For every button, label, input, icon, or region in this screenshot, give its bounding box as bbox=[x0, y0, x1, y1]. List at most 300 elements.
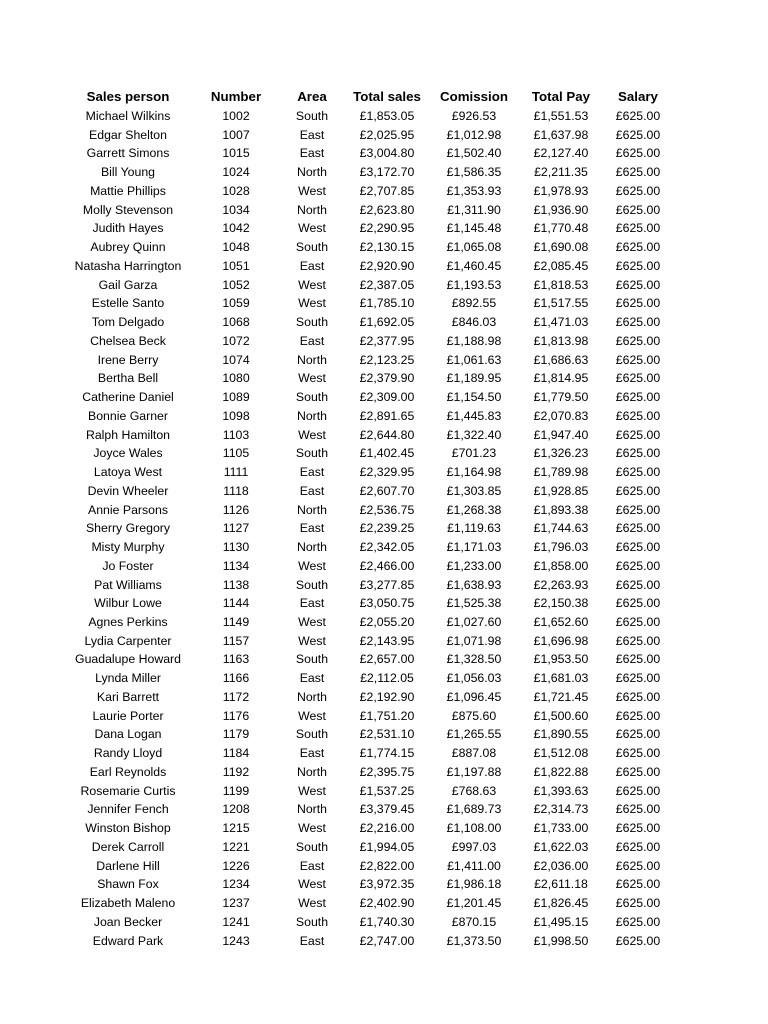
cell-sales-person: Irene Berry bbox=[97, 352, 159, 367]
cell-total-sales: £2,239.25 bbox=[359, 521, 415, 536]
cell-salary: £625.00 bbox=[615, 746, 661, 761]
cell-total-pay: £1,947.40 bbox=[533, 427, 589, 442]
cell-commission: £1,061.63 bbox=[446, 352, 502, 367]
cell-salary: £625.00 bbox=[615, 333, 661, 348]
cell-total-pay: £1,471.03 bbox=[533, 315, 589, 330]
cell-total-pay: £2,314.73 bbox=[533, 802, 589, 817]
table-row bbox=[0, 763, 768, 782]
cell-total-pay: £1,681.03 bbox=[533, 671, 589, 686]
cell-total-sales: £2,536.75 bbox=[359, 502, 415, 517]
cell-area: North bbox=[296, 408, 328, 423]
cell-number: 1034 bbox=[222, 202, 250, 217]
cell-number: 1052 bbox=[222, 277, 250, 292]
cell-salary: £625.00 bbox=[615, 408, 661, 423]
cell-area: South bbox=[295, 914, 329, 929]
cell-commission: £926.53 bbox=[451, 109, 497, 123]
cell-sales-person: Misty Murphy bbox=[91, 540, 165, 555]
cell-total-pay: £1,326.23 bbox=[533, 446, 589, 461]
cell-area: East bbox=[299, 596, 325, 611]
cell-salary: £625.00 bbox=[615, 146, 661, 161]
cell-area: South bbox=[295, 839, 329, 854]
cell-commission: £1,586.35 bbox=[446, 165, 502, 180]
cell-total-sales: £3,172.70 bbox=[359, 165, 415, 180]
table-row bbox=[0, 725, 768, 744]
cell-area: East bbox=[299, 333, 325, 348]
cell-area: North bbox=[296, 165, 328, 180]
cell-salary: £625.00 bbox=[615, 633, 661, 648]
cell-sales-person: Elizabeth Maleno bbox=[80, 896, 176, 911]
cell-total-sales: £2,707.85 bbox=[359, 183, 415, 198]
cell-salary: £625.00 bbox=[615, 483, 661, 498]
cell-total-sales: £1,740.30 bbox=[359, 914, 415, 929]
cell-total-sales: £2,402.90 bbox=[359, 896, 415, 911]
cell-sales-person: Sherry Gregory bbox=[85, 521, 171, 536]
cell-salary: £625.00 bbox=[615, 427, 661, 442]
cell-number: 1111 bbox=[223, 465, 249, 480]
table-header-row bbox=[0, 88, 768, 107]
cell-salary: £625.00 bbox=[615, 652, 661, 667]
cell-sales-person: Guadalupe Howard bbox=[75, 652, 181, 667]
cell-total-pay: £1,622.03 bbox=[533, 839, 589, 854]
cell-total-pay: £1,978.93 bbox=[533, 183, 589, 198]
cell-commission: £1,373.50 bbox=[446, 933, 502, 948]
cell-total-sales: £1,692.05 bbox=[359, 315, 415, 330]
table-row bbox=[0, 332, 768, 351]
cell-salary: £625.00 bbox=[615, 540, 661, 555]
cell-sales-person: Randy Lloyd bbox=[93, 746, 163, 761]
table-row bbox=[0, 538, 768, 557]
cell-area: South bbox=[295, 652, 329, 667]
cell-sales-person: Lynda Miller bbox=[95, 671, 161, 686]
cell-sales-person: Tom Delgado bbox=[91, 315, 165, 330]
header-total-pay: Total Pay bbox=[531, 89, 591, 104]
cell-total-pay: £1,779.50 bbox=[533, 390, 589, 405]
cell-total-pay: £1,813.98 bbox=[533, 333, 589, 348]
cell-sales-person: Joyce Wales bbox=[93, 446, 163, 461]
cell-commission: £1,525.38 bbox=[446, 596, 502, 611]
cell-area: South bbox=[295, 390, 329, 405]
cell-salary: £625.00 bbox=[615, 352, 661, 367]
cell-area: North bbox=[296, 802, 328, 817]
cell-total-pay: £2,070.83 bbox=[533, 408, 589, 423]
cell-sales-person: Agnes Perkins bbox=[88, 614, 168, 629]
cell-commission: £1,065.08 bbox=[446, 240, 502, 255]
cell-sales-person: Aubrey Quinn bbox=[90, 240, 166, 255]
cell-commission: £1,193.53 bbox=[446, 277, 502, 292]
cell-total-pay: £1,818.53 bbox=[533, 277, 589, 292]
cell-total-sales: £2,342.05 bbox=[359, 540, 415, 555]
cell-number: 1024 bbox=[222, 165, 250, 180]
table-row bbox=[0, 650, 768, 669]
cell-number: 1199 bbox=[222, 783, 250, 798]
table-row bbox=[0, 501, 768, 520]
cell-sales-person: Garrett Simons bbox=[86, 146, 170, 161]
cell-commission: £887.08 bbox=[451, 746, 497, 761]
cell-salary: £625.00 bbox=[615, 109, 661, 123]
cell-total-sales: £1,537.25 bbox=[359, 783, 415, 798]
table-row bbox=[0, 144, 768, 163]
cell-sales-person: Derek Carroll bbox=[91, 839, 165, 854]
cell-salary: £625.00 bbox=[615, 202, 661, 217]
cell-total-pay: £1,495.15 bbox=[533, 914, 589, 929]
cell-commission: £1,445.83 bbox=[446, 408, 502, 423]
cell-total-pay: £1,500.60 bbox=[533, 708, 589, 723]
cell-area: South bbox=[295, 446, 329, 461]
cell-sales-person: Devin Wheeler bbox=[87, 483, 169, 498]
cell-commission: £701.23 bbox=[451, 446, 497, 461]
cell-area: South bbox=[295, 727, 329, 742]
table-row bbox=[0, 932, 768, 951]
cell-total-pay: £1,721.45 bbox=[533, 689, 589, 704]
table-row bbox=[0, 219, 768, 238]
table-row bbox=[0, 238, 768, 257]
cell-area: West bbox=[298, 558, 326, 573]
cell-salary: £625.00 bbox=[615, 183, 661, 198]
header-area: Area bbox=[297, 89, 327, 104]
cell-commission: £875.60 bbox=[451, 708, 497, 723]
cell-total-pay: £1,796.03 bbox=[533, 540, 589, 555]
table-row bbox=[0, 426, 768, 445]
cell-number: 1179 bbox=[222, 727, 250, 742]
cell-total-sales: £3,379.45 bbox=[359, 802, 415, 817]
cell-sales-person: Michael Wilkins bbox=[85, 109, 171, 123]
cell-sales-person: Jennifer Fench bbox=[87, 802, 169, 817]
cell-number: 1163 bbox=[222, 652, 250, 667]
cell-sales-person: Catherine Daniel bbox=[82, 390, 174, 405]
table-row bbox=[0, 257, 768, 276]
cell-area: East bbox=[299, 127, 325, 142]
cell-area: North bbox=[296, 202, 328, 217]
cell-area: West bbox=[298, 708, 326, 723]
table-row bbox=[0, 744, 768, 763]
cell-number: 1166 bbox=[222, 671, 250, 686]
cell-sales-person: Edgar Shelton bbox=[89, 127, 167, 142]
cell-commission: £1,265.55 bbox=[446, 727, 502, 742]
cell-total-sales: £2,123.25 bbox=[359, 352, 415, 367]
cell-total-pay: £1,822.88 bbox=[533, 764, 589, 779]
cell-number: 1002 bbox=[222, 109, 250, 123]
cell-salary: £625.00 bbox=[615, 689, 661, 704]
cell-salary: £625.00 bbox=[615, 465, 661, 480]
cell-area: East bbox=[299, 671, 325, 686]
cell-commission: £1,322.40 bbox=[446, 427, 502, 442]
cell-number: 1215 bbox=[222, 821, 250, 836]
cell-area: East bbox=[299, 933, 325, 948]
cell-total-sales: £1,785.10 bbox=[359, 296, 415, 311]
table-row bbox=[0, 688, 768, 707]
cell-total-pay: £1,998.50 bbox=[533, 933, 589, 948]
cell-commission: £1,119.63 bbox=[447, 521, 501, 536]
cell-sales-person: Judith Hayes bbox=[92, 221, 164, 236]
cell-total-sales: £2,822.00 bbox=[359, 858, 415, 873]
cell-salary: £625.00 bbox=[615, 821, 661, 836]
cell-salary: £625.00 bbox=[615, 558, 661, 573]
cell-area: East bbox=[299, 746, 325, 761]
cell-total-sales: £2,329.95 bbox=[359, 465, 415, 480]
cell-total-pay: £2,036.00 bbox=[533, 858, 589, 873]
cell-number: 1172 bbox=[222, 689, 250, 704]
cell-sales-person: Natasha Harrington bbox=[74, 258, 182, 273]
cell-total-pay: £2,211.35 bbox=[534, 165, 588, 180]
cell-number: 1015 bbox=[222, 146, 250, 161]
cell-area: East bbox=[299, 146, 325, 161]
cell-number: 1126 bbox=[222, 502, 250, 517]
cell-salary: £625.00 bbox=[615, 446, 661, 461]
cell-total-sales: £2,466.00 bbox=[359, 558, 415, 573]
cell-commission: £1,096.45 bbox=[446, 689, 502, 704]
cell-commission: £1,056.03 bbox=[446, 671, 502, 686]
table-row bbox=[0, 313, 768, 332]
header-commission: Comission bbox=[440, 89, 508, 104]
cell-area: West bbox=[298, 821, 326, 836]
cell-total-sales: £2,143.95 bbox=[359, 633, 415, 648]
table-row bbox=[0, 894, 768, 913]
cell-total-sales: £2,379.90 bbox=[359, 371, 415, 386]
cell-sales-person: Darlene Hill bbox=[96, 858, 160, 873]
cell-area: East bbox=[299, 858, 325, 873]
cell-salary: £625.00 bbox=[615, 764, 661, 779]
cell-salary: £625.00 bbox=[615, 277, 661, 292]
cell-number: 1098 bbox=[222, 408, 250, 423]
cell-salary: £625.00 bbox=[615, 390, 661, 405]
cell-total-pay: £1,393.63 bbox=[533, 783, 589, 798]
cell-commission: £1,411.00 bbox=[447, 858, 501, 873]
cell-sales-person: Joan Becker bbox=[93, 914, 163, 929]
cell-area: West bbox=[298, 371, 326, 386]
cell-number: 1149 bbox=[222, 614, 250, 629]
cell-salary: £625.00 bbox=[615, 839, 661, 854]
cell-sales-person: Gail Garza bbox=[98, 277, 158, 292]
cell-number: 1089 bbox=[222, 390, 250, 405]
cell-sales-person: Annie Parsons bbox=[88, 502, 168, 517]
cell-total-pay: £1,517.55 bbox=[533, 296, 589, 311]
cell-total-pay: £1,652.60 bbox=[533, 614, 589, 629]
cell-number: 1072 bbox=[222, 333, 250, 348]
cell-sales-person: Bertha Bell bbox=[97, 371, 159, 386]
cell-area: East bbox=[299, 465, 325, 480]
table-row bbox=[0, 519, 768, 538]
cell-area: South bbox=[295, 240, 329, 255]
cell-total-pay: £1,893.38 bbox=[533, 502, 589, 517]
cell-commission: £1,986.18 bbox=[446, 877, 502, 892]
cell-salary: £625.00 bbox=[615, 371, 661, 386]
cell-salary: £625.00 bbox=[615, 727, 661, 742]
cell-sales-person: Jo Foster bbox=[102, 558, 154, 573]
table-row bbox=[0, 163, 768, 182]
cell-number: 1105 bbox=[222, 446, 250, 461]
cell-number: 1080 bbox=[222, 371, 250, 386]
cell-salary: £625.00 bbox=[615, 858, 661, 873]
cell-commission: £997.03 bbox=[451, 839, 497, 854]
header-sales-person: Sales person bbox=[86, 89, 170, 104]
cell-sales-person: Molly Stevenson bbox=[82, 202, 174, 217]
cell-total-sales: £3,004.80 bbox=[359, 146, 415, 161]
table-row bbox=[0, 557, 768, 576]
table-row bbox=[0, 594, 768, 613]
cell-commission: £1,145.48 bbox=[446, 221, 502, 236]
cell-total-pay: £1,814.95 bbox=[533, 371, 589, 386]
cell-area: North bbox=[296, 352, 328, 367]
cell-commission: £1,233.00 bbox=[446, 558, 502, 573]
cell-salary: £625.00 bbox=[615, 708, 661, 723]
cell-total-sales: £1,774.15 bbox=[359, 746, 415, 761]
cell-salary: £625.00 bbox=[615, 671, 661, 686]
cell-total-sales: £2,290.95 bbox=[359, 221, 415, 236]
cell-number: 1130 bbox=[222, 540, 250, 555]
cell-number: 1134 bbox=[222, 558, 250, 573]
cell-sales-person: Bonnie Garner bbox=[88, 408, 168, 423]
cell-salary: £625.00 bbox=[615, 258, 661, 273]
table-row bbox=[0, 875, 768, 894]
cell-total-sales: £2,130.15 bbox=[359, 240, 415, 255]
header-salary: Salary bbox=[618, 89, 658, 104]
cell-salary: £625.00 bbox=[615, 521, 661, 536]
cell-number: 1007 bbox=[222, 127, 250, 142]
cell-number: 1157 bbox=[222, 633, 250, 648]
table-row bbox=[0, 632, 768, 651]
cell-salary: £625.00 bbox=[615, 933, 661, 948]
cell-total-sales: £2,192.90 bbox=[359, 689, 415, 704]
cell-commission: £1,328.50 bbox=[446, 652, 502, 667]
cell-number: 1051 bbox=[222, 258, 250, 273]
cell-sales-person: Estelle Santo bbox=[91, 296, 165, 311]
cell-commission: £1,638.93 bbox=[446, 577, 502, 592]
cell-area: North bbox=[296, 540, 328, 555]
table-row bbox=[0, 369, 768, 388]
table-row bbox=[0, 126, 768, 145]
cell-total-sales: £2,607.70 bbox=[359, 483, 415, 498]
cell-commission: £1,197.88 bbox=[446, 764, 502, 779]
cell-sales-person: Rosemarie Curtis bbox=[80, 783, 176, 798]
cell-total-sales: £2,377.95 bbox=[359, 333, 415, 348]
cell-commission: £1,164.98 bbox=[446, 465, 502, 480]
table-row bbox=[0, 857, 768, 876]
cell-area: South bbox=[295, 109, 329, 123]
cell-commission: £1,268.38 bbox=[446, 502, 502, 517]
cell-number: 1074 bbox=[222, 352, 250, 367]
cell-area: North bbox=[296, 764, 328, 779]
cell-sales-person: Kari Barrett bbox=[96, 689, 160, 704]
cell-salary: £625.00 bbox=[615, 296, 661, 311]
cell-total-pay: £1,686.63 bbox=[533, 352, 589, 367]
cell-number: 1103 bbox=[222, 427, 250, 442]
cell-salary: £625.00 bbox=[615, 127, 661, 142]
cell-number: 1144 bbox=[222, 596, 250, 611]
cell-commission: £1,188.98 bbox=[446, 333, 502, 348]
cell-total-sales: £2,395.75 bbox=[359, 764, 415, 779]
cell-number: 1237 bbox=[222, 896, 250, 911]
cell-total-pay: £1,826.45 bbox=[533, 896, 589, 911]
cell-total-sales: £2,644.80 bbox=[359, 427, 415, 442]
cell-area: East bbox=[299, 521, 325, 536]
cell-total-pay: £1,690.08 bbox=[533, 240, 589, 255]
cell-number: 1068 bbox=[222, 315, 250, 330]
cell-total-pay: £2,611.18 bbox=[534, 877, 588, 892]
cell-total-pay: £1,953.50 bbox=[533, 652, 589, 667]
cell-commission: £1,171.03 bbox=[446, 540, 502, 555]
table-row bbox=[0, 107, 768, 126]
cell-commission: £1,353.93 bbox=[446, 183, 502, 198]
cell-total-pay: £2,263.93 bbox=[533, 577, 589, 592]
table-row bbox=[0, 800, 768, 819]
header-total-sales: Total sales bbox=[353, 89, 421, 104]
cell-number: 1118 bbox=[223, 483, 249, 498]
cell-commission: £1,311.90 bbox=[447, 202, 501, 217]
cell-total-sales: £2,657.00 bbox=[359, 652, 415, 667]
cell-salary: £625.00 bbox=[615, 165, 661, 180]
cell-area: West bbox=[298, 633, 326, 648]
cell-area: North bbox=[296, 502, 328, 517]
cell-area: West bbox=[298, 877, 326, 892]
cell-total-pay: £1,512.08 bbox=[533, 746, 589, 761]
cell-sales-person: Chelsea Beck bbox=[90, 333, 166, 348]
cell-total-sales: £1,853.05 bbox=[359, 109, 415, 123]
cell-total-pay: £1,858.00 bbox=[533, 558, 589, 573]
cell-number: 1059 bbox=[222, 296, 250, 311]
table-row bbox=[0, 294, 768, 313]
cell-total-sales: £2,055.20 bbox=[359, 614, 415, 629]
cell-sales-person: Laurie Porter bbox=[92, 708, 164, 723]
cell-salary: £625.00 bbox=[615, 502, 661, 517]
cell-total-sales: £2,920.90 bbox=[359, 258, 415, 273]
cell-total-sales: £3,972.35 bbox=[359, 877, 415, 892]
cell-salary: £625.00 bbox=[615, 802, 661, 817]
cell-commission: £846.03 bbox=[451, 315, 497, 330]
cell-sales-person: Mattie Phillips bbox=[90, 183, 166, 198]
cell-commission: £1,460.45 bbox=[446, 258, 502, 273]
cell-sales-person: Earl Reynolds bbox=[89, 764, 167, 779]
cell-number: 1028 bbox=[222, 183, 250, 198]
cell-area: West bbox=[298, 427, 326, 442]
cell-total-sales: £1,994.05 bbox=[359, 839, 415, 854]
cell-total-pay: £1,696.98 bbox=[533, 633, 589, 648]
table-row bbox=[0, 913, 768, 932]
cell-area: West bbox=[298, 183, 326, 198]
cell-total-pay: £1,890.55 bbox=[533, 727, 589, 742]
cell-total-sales: £3,050.75 bbox=[359, 596, 415, 611]
cell-sales-person: Latoya West bbox=[93, 465, 163, 480]
cell-number: 1243 bbox=[222, 933, 250, 948]
cell-total-sales: £2,747.00 bbox=[359, 933, 415, 948]
cell-sales-person: Lydia Carpenter bbox=[84, 633, 172, 648]
cell-area: East bbox=[299, 258, 325, 273]
cell-sales-person: Shawn Fox bbox=[97, 877, 159, 892]
cell-commission: £1,027.60 bbox=[446, 614, 502, 629]
cell-number: 1208 bbox=[222, 802, 250, 817]
table-row bbox=[0, 819, 768, 838]
cell-salary: £625.00 bbox=[615, 914, 661, 929]
cell-total-sales: £2,891.65 bbox=[359, 408, 415, 423]
cell-total-sales: £2,216.00 bbox=[359, 821, 415, 836]
table-row bbox=[0, 351, 768, 370]
cell-area: North bbox=[296, 689, 328, 704]
cell-total-sales: £3,277.85 bbox=[359, 577, 415, 592]
cell-number: 1184 bbox=[222, 746, 250, 761]
cell-commission: £1,689.73 bbox=[446, 802, 502, 817]
cell-area: West bbox=[298, 277, 326, 292]
cell-area: West bbox=[298, 614, 326, 629]
cell-total-pay: £2,085.45 bbox=[533, 258, 589, 273]
cell-commission: £1,189.95 bbox=[446, 371, 502, 386]
cell-commission: £892.55 bbox=[451, 296, 497, 311]
cell-salary: £625.00 bbox=[615, 596, 661, 611]
cell-area: South bbox=[295, 577, 329, 592]
cell-number: 1138 bbox=[222, 577, 250, 592]
cell-salary: £625.00 bbox=[615, 577, 661, 592]
cell-total-sales: £2,025.95 bbox=[359, 127, 415, 142]
cell-total-pay: £1,551.53 bbox=[533, 109, 589, 123]
cell-commission: £768.63 bbox=[451, 783, 497, 798]
